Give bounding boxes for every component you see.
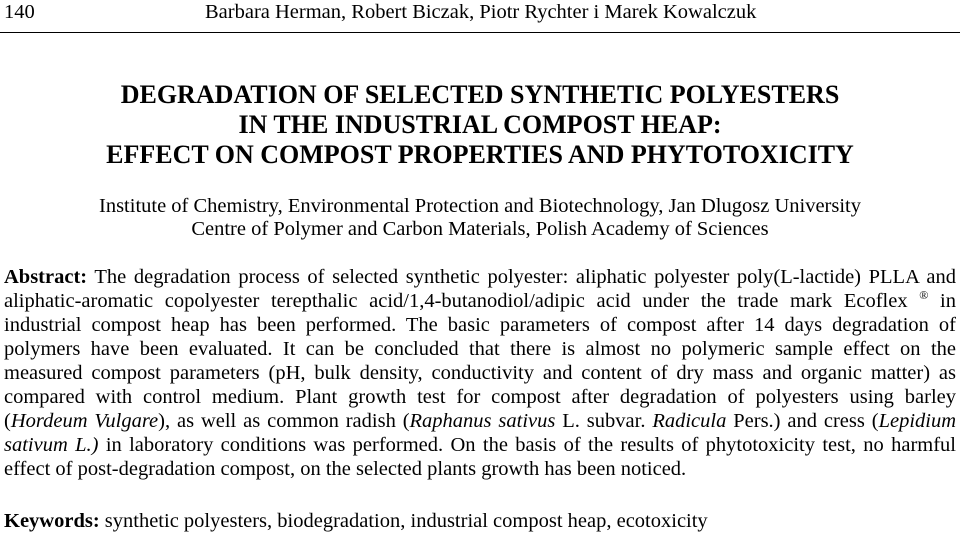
abstract-line (4, 433, 956, 457)
abstract-line (4, 313, 956, 337)
paper-title (0, 80, 960, 170)
species-name: Raphanus sativus (409, 410, 556, 432)
abstract-line (4, 457, 956, 481)
abstract-label: Abstract: (4, 266, 88, 288)
abstract-text: Pers.) and cress ( (733, 410, 879, 432)
species-name: Radicula (652, 410, 727, 432)
abstract-text: L. subvar. (562, 410, 646, 432)
abstract-line (4, 385, 956, 409)
registered-mark: ® (919, 289, 929, 302)
keywords (4, 509, 708, 533)
abstract-text: polymers have been evaluated. It can be concluded that there is almost no polymeric sample effect on the (4, 338, 956, 360)
abstract-line (4, 361, 956, 385)
running-header-authors: Barbara Herman, Robert Biczak, Piotr Rychter i Marek Kowalczuk (205, 1, 757, 23)
abstract-line (4, 289, 956, 313)
abstract-text: in (940, 290, 956, 312)
abstract-text: industrial compost heap has been performed. The basic parameters of compost after 14 days degradation of (4, 314, 956, 336)
abstract-text: ( (4, 410, 11, 432)
abstract-line (4, 409, 956, 433)
header-rule (0, 32, 960, 33)
abstract-text: aliphatic-aromatic copolyester terepthalic acid/1,4-butanodiol/adipic acid under the trade mark Ecoflex (4, 290, 908, 312)
affiliation-line: Institute of Chemistry, Environmental Protection and Biotechnology, Jan Dlugosz University (99, 195, 861, 217)
abstract-text: effect of post-degradation compost, on the selected plants growth has been noticed. (4, 458, 687, 480)
title-line: EFFECT ON COMPOST PROPERTIES AND PHYTOTOXICITY (106, 140, 854, 169)
abstract-text: compared with control medium. Plant growth test for compost after degradation of polyesters using barley (4, 386, 956, 408)
keywords-label: Keywords: (4, 510, 100, 532)
abstract-line (4, 265, 956, 289)
abstract-text: measured compost parameters (pH, bulk density, conductivity and content of dry mass and organic matter) as (4, 362, 956, 384)
affiliations (0, 195, 960, 241)
abstract (4, 265, 956, 481)
keywords-text: synthetic polyesters, biodegradation, industrial compost heap, ecotoxicity (104, 510, 708, 532)
abstract-line (4, 337, 956, 361)
page-number: 140 (4, 1, 35, 23)
species-name: Hordeum Vulgare (10, 410, 159, 432)
affiliation-line: Centre of Polymer and Carbon Materials, Polish Academy of Sciences (191, 218, 769, 240)
abstract-text: in laboratory conditions was performed. On the basis of the results of phytotoxicity test, no harmful (105, 434, 956, 456)
title-line: IN THE INDUSTRIAL COMPOST HEAP: (238, 110, 722, 139)
abstract-text: The degradation process of selected synthetic polyester: aliphatic polyester poly(L-lactide) PLLA and (94, 266, 956, 288)
title-line: DEGRADATION OF SELECTED SYNTHETIC POLYESTERS (120, 80, 840, 109)
species-name: Lepidium (878, 410, 956, 432)
abstract-text: ), as well as common radish ( (158, 410, 410, 432)
species-name: sativum L.) (4, 434, 99, 456)
